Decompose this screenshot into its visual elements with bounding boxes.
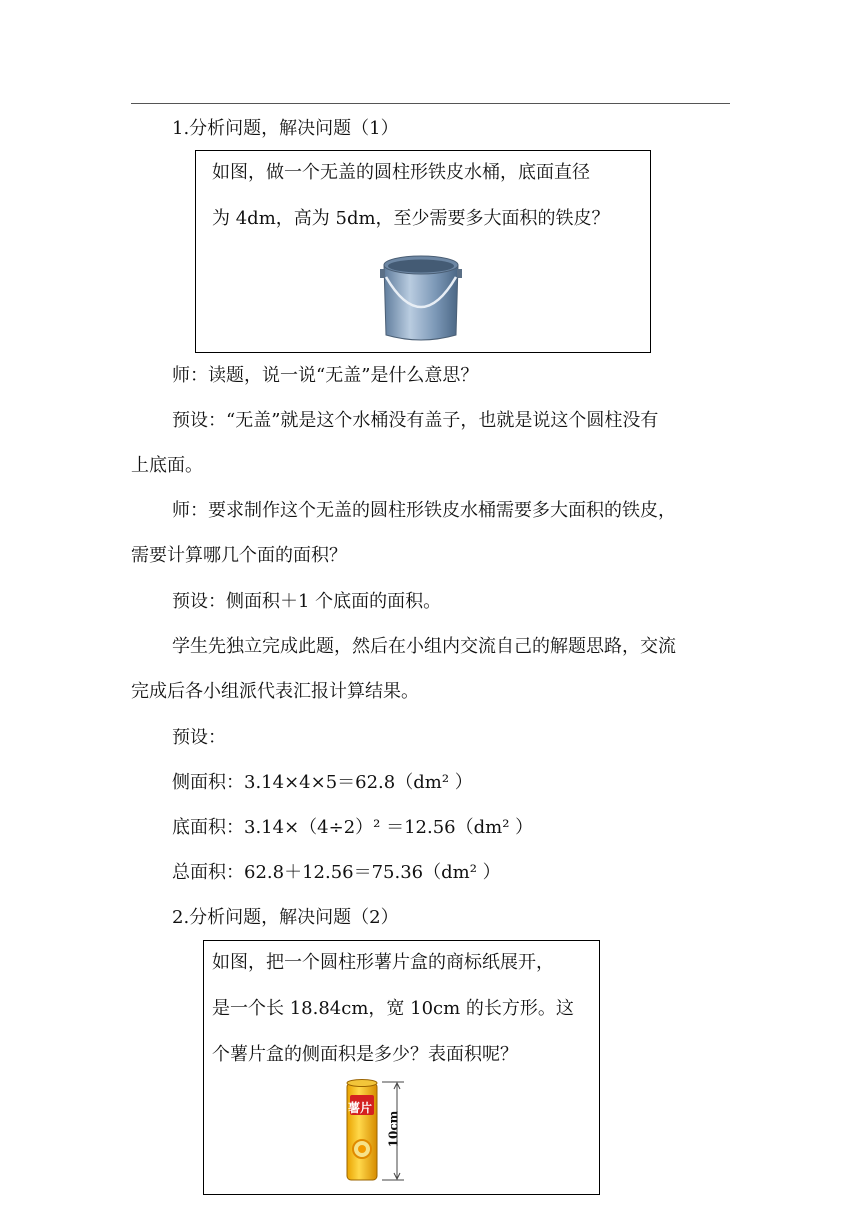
problem1-box [195,150,651,353]
calc-total-area: 总面积：62.8＋12.56＝75.36（dm² ） [172,862,501,883]
problem2-line-1: 如图，把一个圆柱形薯片盒的商标纸展开， [212,952,554,973]
section1-heading: 1.分析问题，解决问题（1） [172,118,399,139]
preset-answer-2: 预设：侧面积＋1 个底面的面积。 [172,591,442,612]
problem2-line-2: 是一个长 18.84cm，宽 10cm 的长方形。这 [212,998,574,1019]
problem2-box [203,940,600,1195]
preset-answer-1-line-2: 上底面。 [131,455,203,476]
problem1-line-2: 为 4dm，高为 5dm，至少需要多大面积的铁皮？ [212,208,610,229]
bucket-illustration [376,247,466,347]
teacher-question-1: 师：读题，说一说“无盖”是什么意思？ [172,365,479,386]
student-activity-line-1: 学生先独立完成此题，然后在小组内交流自己的解题思路，交流 [172,636,676,657]
teacher-question-2-line-2: 需要计算哪几个面的面积？ [131,545,347,566]
chips-can-illustration [342,1077,417,1185]
height-dimension-label: 10cm [386,1110,401,1148]
section2-heading: 2.分析问题，解决问题（2） [172,907,399,928]
problem1-line-1: 如图，做一个无盖的圆柱形铁皮水桶，底面直径 [212,162,590,183]
calc-base-area: 底面积：3.14×（4÷2）² ＝12.56（dm² ） [172,817,534,838]
preset-answer-1-line-1: 预设：“无盖”就是这个水桶没有盖子，也就是说这个圆柱没有 [172,410,659,431]
header-rule [131,103,730,104]
chips-can-label: 薯片 [347,1101,372,1115]
preset-label: 预设： [172,727,226,748]
teacher-question-2-line-1: 师：要求制作这个无盖的圆柱形铁皮水桶需要多大面积的铁皮， [172,500,676,521]
problem2-line-3: 个薯片盒的侧面积是多少？表面积呢？ [212,1044,518,1065]
calc-lateral-area: 侧面积：3.14×4×5＝62.8（dm² ） [172,772,473,793]
student-activity-line-2: 完成后各小组派代表汇报计算结果。 [131,681,419,702]
